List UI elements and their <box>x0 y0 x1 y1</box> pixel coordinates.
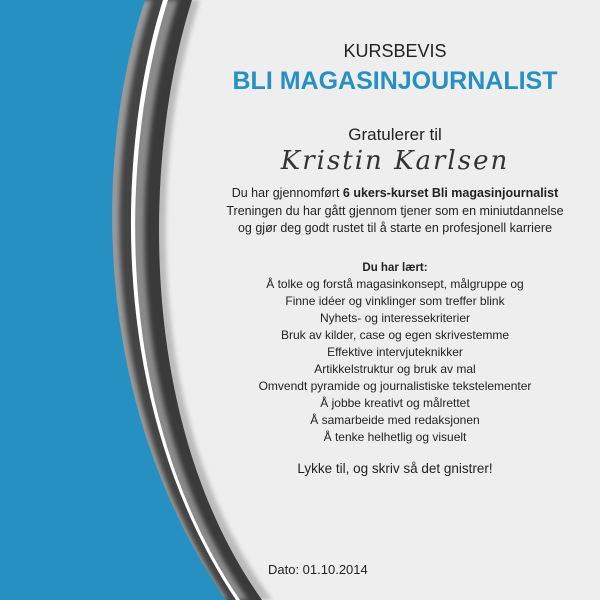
certificate-heading: KURSBEVIS <box>343 41 447 61</box>
learned-list <box>259 276 532 446</box>
body-line <box>226 185 563 203</box>
body-line: og gjør deg godt rustet til å starte en profesjonell karriere <box>237 221 553 235</box>
list-item: Finne idéer og vinklinger som treffer blink <box>285 293 505 308</box>
body-line: Treningen du har gått gjennom tjener som en miniutdannelse <box>226 203 564 218</box>
recipient-name: Kristin Karlsen <box>280 146 510 176</box>
list-item: Bruk av kilder, case og egen skrivestemme <box>280 327 510 342</box>
list-item: Nyhets- og interessekriterier <box>319 310 471 325</box>
list-item: Å jobbe kreativt og målrettet <box>320 395 470 410</box>
list-item: Å samarbeide med redaksjonen <box>310 412 480 427</box>
list-item: Å tenke helhetlig og visuelt <box>323 429 467 444</box>
learned-heading: Du har lært: <box>362 261 428 274</box>
congrats-text: Gratulerer til <box>348 125 442 144</box>
body-text <box>226 185 563 238</box>
list-item: Å tolke og forstå magasinkonsept, målgruppe og <box>266 276 524 291</box>
closing-text: Lykke til, og skriv så det gnistrer! <box>297 460 493 476</box>
body-line-text: Du har gjennomført <box>231 186 343 200</box>
list-item: Effektive intervjuteknikker <box>327 344 463 359</box>
course-title: BLI MAGASINJOURNALIST <box>232 67 558 95</box>
date-text: Dato: 01.10.2014 <box>268 562 368 577</box>
certificate-sheet <box>195 0 595 600</box>
list-item: Omvendt pyramide og journalistiske tekstelementer <box>258 378 532 393</box>
course-name-bold: 6 ukers-kurset Bli magasinjournalist <box>342 186 559 200</box>
list-item: Artikkelstruktur og bruk av mal <box>314 361 476 376</box>
